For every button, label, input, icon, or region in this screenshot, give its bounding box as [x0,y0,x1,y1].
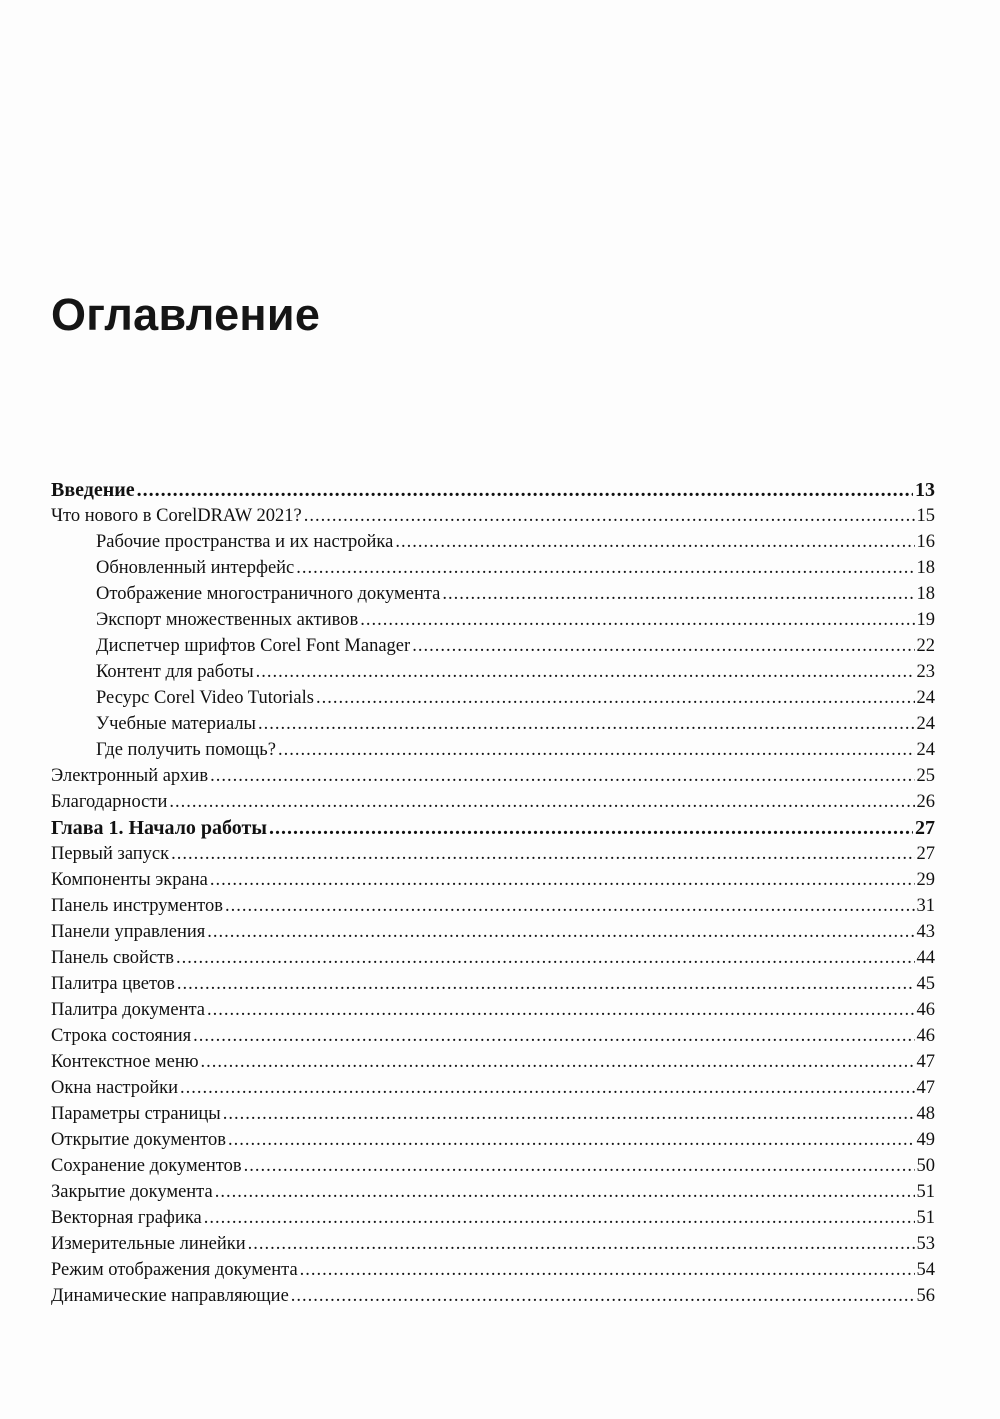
toc-entry-title: Динамические направляющие [51,1286,289,1306]
toc-entry-title: Контент для работы [96,662,254,682]
toc-heading-chapter-1[interactable] [51,815,935,841]
toc-entry-title: Панели управления [51,922,206,942]
toc-leader-dots [304,503,915,529]
toc-entry-title: Отображение многостраничного документа [96,584,441,604]
toc-page-number: 24 [916,688,935,708]
toc-leader-dots [225,893,915,919]
toc-page-number: 24 [916,714,935,734]
toc-leader-dots [300,1257,915,1283]
toc-page-number: 53 [916,1234,935,1254]
toc-page-number: 24 [916,740,935,760]
toc-section-chapter-1 [51,815,935,1309]
toc-entry[interactable] [51,1283,935,1309]
toc-leader-dots [360,607,914,633]
toc-leader-dots [193,1023,914,1049]
toc-entry-title: Контекстное меню [51,1052,199,1072]
toc-page-number: 13 [915,479,935,501]
toc-leader-dots [204,1205,915,1231]
toc-page-number: 51 [916,1182,935,1202]
toc-section-intro [51,477,935,815]
toc-entry-title: Панель свойств [51,948,174,968]
toc-entry-title: Векторная графика [51,1208,202,1228]
toc-entry[interactable] [51,1101,935,1127]
toc-page-number: 56 [916,1286,935,1306]
toc-leader-dots [171,841,914,867]
toc-entry[interactable] [51,1023,935,1049]
toc-entry-title: Сохранение документов [51,1156,242,1176]
toc-leader-dots [412,633,914,659]
toc-page-number: 18 [916,558,935,578]
toc-page-number: 44 [916,948,935,968]
toc-page-number: 43 [916,922,935,942]
toc-entry-title: Обновленный интерфейс [96,558,295,578]
toc-entry[interactable] [51,971,935,997]
toc-entry-title: Закрытие документа [51,1182,213,1202]
toc-page-number: 22 [916,636,935,656]
toc-leader-dots [256,659,915,685]
toc-page-number: 31 [916,896,935,916]
page-title: Оглавление [51,289,321,340]
toc-page-number: 49 [916,1130,935,1150]
toc-entry-title: Учебные материалы [96,714,256,734]
toc-entry[interactable] [51,633,935,659]
toc-entry[interactable] [51,789,935,815]
toc-page-number: 25 [916,766,935,786]
toc-entry[interactable] [51,607,935,633]
toc-entry[interactable] [51,1153,935,1179]
toc-entry-title: Окна настройки [51,1078,179,1098]
toc-entry[interactable] [51,1127,935,1153]
toc-leader-dots [176,945,915,971]
toc-entry[interactable] [51,1049,935,1075]
toc-page-number: 15 [916,506,935,526]
toc-page-number: 51 [916,1208,935,1228]
toc-entry[interactable] [51,1205,935,1231]
toc-entry[interactable] [51,685,935,711]
toc-page-number: 54 [916,1260,935,1280]
toc-leader-dots [248,1231,915,1257]
toc-entry-title: Ресурс Corel Video Tutorials [96,688,314,708]
toc-page-number: 47 [916,1052,935,1072]
toc-entry-title: Палитра документа [51,1000,205,1020]
toc-entry[interactable] [51,1257,935,1283]
toc-leader-dots [215,1179,915,1205]
toc-entry[interactable] [51,919,935,945]
toc-entry-title: Компоненты экрана [51,870,208,890]
toc-page-number: 48 [916,1104,935,1124]
toc-entry[interactable] [51,737,935,763]
toc-leader-dots [296,555,914,581]
toc-page-number: 23 [916,662,935,682]
toc-entry-title: Глава 1. Начало работы [51,817,267,839]
toc-entry-title: Палитра цветов [51,974,175,994]
toc-leader-dots [258,711,915,737]
toc-entry-title: Благодарности [51,792,168,812]
toc-leader-dots [210,763,914,789]
toc-entry[interactable] [51,893,935,919]
toc-entry[interactable] [51,1231,935,1257]
toc-entry-title: Что нового в CorelDRAW 2021? [51,506,302,526]
toc-leader-dots [316,685,915,711]
toc-section-list [51,815,935,1309]
toc-entry[interactable] [51,711,935,737]
toc-leader-dots [177,971,915,997]
toc-entry-title: Режим отображения документа [51,1260,298,1280]
toc-entry[interactable] [51,1075,935,1101]
toc-page-number: 45 [916,974,935,994]
toc-leader-dots [210,867,915,893]
toc-page-number: 27 [915,817,935,839]
toc-leader-dots [223,1101,915,1127]
toc-leader-dots [180,1075,914,1101]
toc-entry-title: Экспорт множественных активов [96,610,359,630]
toc-entry-title: Первый запуск [51,844,170,864]
toc-leader-dots [291,1283,915,1309]
toc-page-number: 46 [916,1000,935,1020]
toc-entry-title: Измерительные линейки [51,1234,246,1254]
toc-leader-dots [278,737,915,763]
toc-entry[interactable] [51,841,935,867]
toc-leader-dots [207,919,914,945]
toc-heading-intro[interactable] [51,477,935,503]
toc-entry-title: Рабочие пространства и их настройка [96,532,394,552]
toc-entry[interactable] [51,1179,935,1205]
toc-section-list [51,477,935,815]
toc-page-number: 50 [916,1156,935,1176]
toc-entry-title: Параметры страницы [51,1104,221,1124]
toc-page-number: 27 [916,844,935,864]
toc-page-number: 46 [916,1026,935,1046]
toc-entry-title: Открытие документов [51,1130,226,1150]
toc-entry[interactable] [51,997,935,1023]
toc-leader-dots [244,1153,915,1179]
toc-page-number: 26 [916,792,935,812]
toc-leader-dots [169,789,914,815]
toc-leader-dots [269,815,913,841]
toc-entry-title: Электронный архив [51,766,209,786]
toc-entry-title: Введение [51,479,135,501]
toc-leader-dots [442,581,914,607]
toc-entry[interactable] [51,867,935,893]
toc-entry-title: Панель инструментов [51,896,223,916]
table-of-contents [51,477,935,1309]
toc-entry-title: Строка состояния [51,1026,192,1046]
toc-entry[interactable] [51,763,935,789]
toc-entry-title: Где получить помощь? [96,740,276,760]
toc-page-number: 19 [916,610,935,630]
toc-entry[interactable] [51,529,935,555]
toc-page-number: 47 [916,1078,935,1098]
toc-page-number: 18 [916,584,935,604]
toc-page-number: 29 [916,870,935,890]
toc-leader-dots [395,529,914,555]
toc-entry[interactable] [51,555,935,581]
toc-leader-dots [137,477,913,503]
toc-leader-dots [228,1127,915,1153]
toc-entry[interactable] [51,659,935,685]
toc-page-number: 16 [916,532,935,552]
toc-leader-dots [201,1049,915,1075]
toc-entry-title: Диспетчер шрифтов Corel Font Manager [96,636,411,656]
toc-entry[interactable] [51,503,935,529]
toc-entry[interactable] [51,581,935,607]
toc-entry[interactable] [51,945,935,971]
toc-leader-dots [207,997,915,1023]
